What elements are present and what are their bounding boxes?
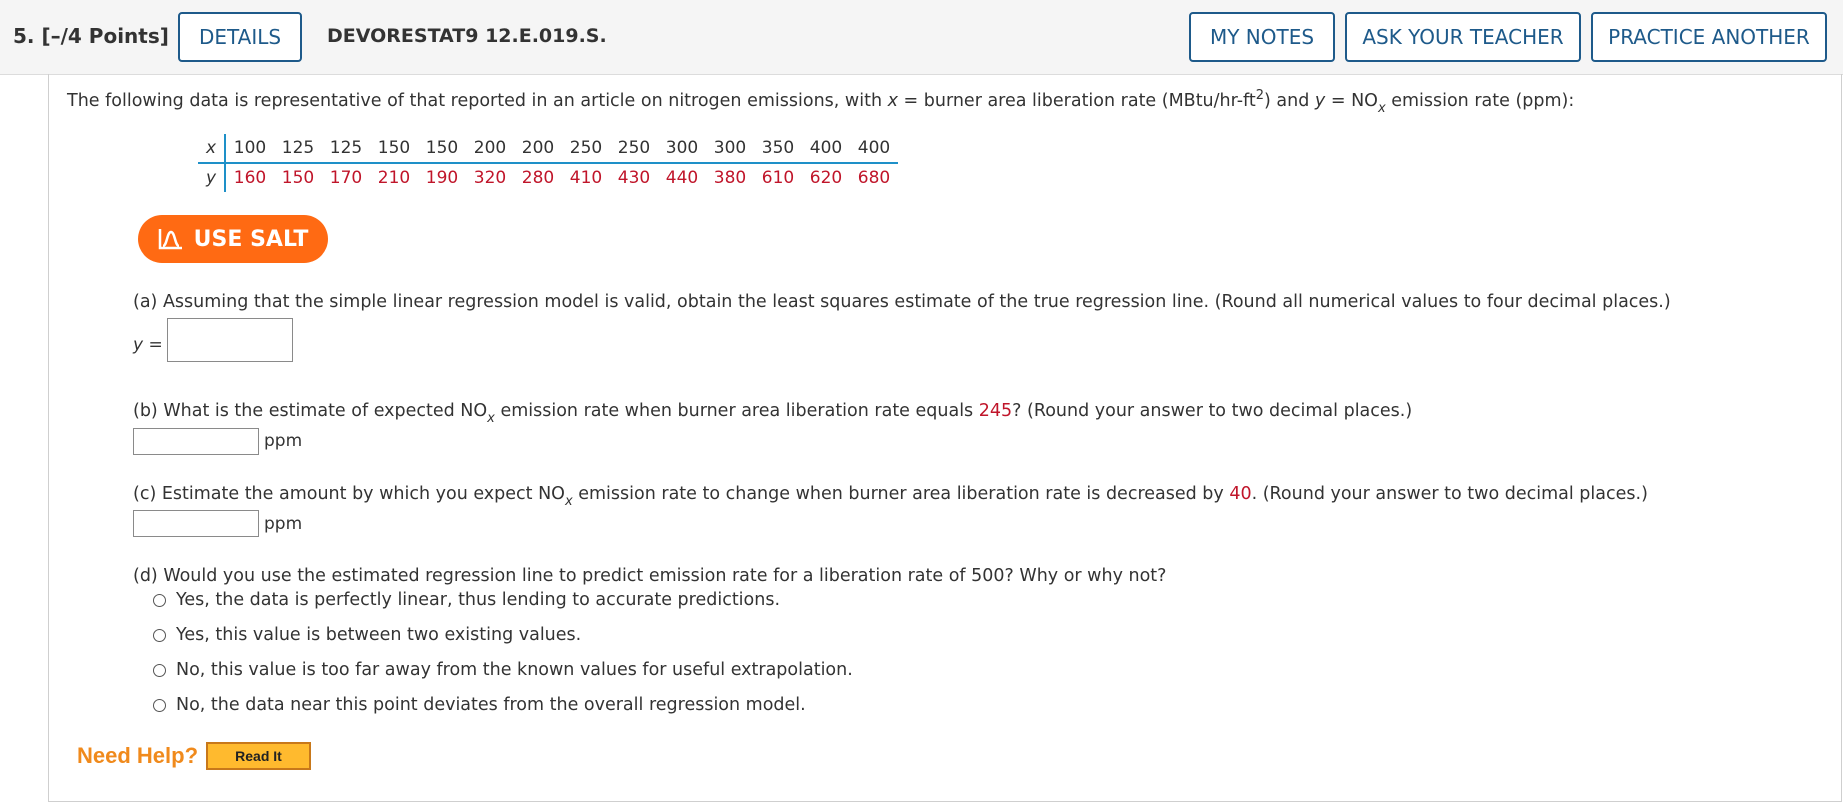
part-a-equals: =: [148, 335, 163, 355]
y-cell: 160: [233, 168, 267, 188]
y-cell: 680: [857, 168, 891, 188]
use-salt-label: USE SALT: [193, 226, 309, 252]
part-d-option[interactable]: [153, 660, 853, 680]
part-d-option-label: Yes, the data is perfectly linear, thus lending to accurate predictions.: [176, 590, 781, 610]
y-cell: 210: [377, 168, 411, 188]
part-b-value: 245: [978, 401, 1013, 421]
intro-part1: The following data is representative of that reported in an article on nitrogen emissions, with: [67, 91, 888, 111]
x-cell: 125: [322, 134, 370, 163]
intro-x-var: x: [887, 91, 898, 111]
x-cell: 350: [754, 134, 802, 163]
x-cell: 200: [466, 134, 514, 163]
read-it-button[interactable]: [206, 742, 311, 770]
y-row-label: y: [198, 163, 225, 192]
x-row: [198, 134, 898, 163]
x-cell: 125: [274, 134, 322, 163]
x-cell: 300: [706, 134, 754, 163]
part-c-answer-input[interactable]: [133, 510, 259, 537]
part-d-option[interactable]: [153, 590, 780, 610]
radio-icon[interactable]: [153, 699, 166, 712]
part-c-value: 40: [1229, 484, 1252, 504]
part-d-option-label: No, the data near this point deviates from the overall regression model.: [176, 695, 806, 715]
practice-another-button[interactable]: PRACTICE ANOTHER: [1591, 12, 1827, 62]
part-c-text3: . (Round your answer to two decimal places.): [1251, 484, 1648, 504]
intro-part2: = burner area liberation rate (MBtu/hr-ft: [897, 91, 1256, 111]
y-cell: 150: [281, 168, 315, 188]
y-cell: 430: [617, 168, 651, 188]
data-table: [198, 134, 898, 192]
my-notes-button[interactable]: MY NOTES: [1189, 12, 1335, 62]
part-d-option[interactable]: [153, 695, 806, 715]
need-help-label: Need Help?: [77, 743, 199, 768]
part-b-unit: ppm: [264, 431, 303, 451]
y-cell: 190: [425, 168, 459, 188]
x-cell: 150: [418, 134, 466, 163]
part-c-sub: x: [564, 494, 573, 509]
intro-part5: emission rate (ppm):: [1385, 91, 1575, 111]
y-cell: 610: [761, 168, 795, 188]
x-cell: 200: [514, 134, 562, 163]
question-number: 5. [–/4 Points]: [13, 24, 169, 48]
intro-sup: 2: [1255, 88, 1265, 103]
part-d-option-label: Yes, this value is between two existing values.: [176, 625, 582, 645]
x-cell: 400: [802, 134, 850, 163]
y-row: [198, 163, 898, 192]
x-cell: 150: [370, 134, 418, 163]
part-d-option[interactable]: [153, 625, 581, 645]
part-d-option-label: No, this value is too far away from the known values for useful extrapolation.: [176, 660, 853, 680]
question-header: [0, 0, 1843, 75]
intro-y-var: y: [1314, 91, 1326, 111]
part-c-unit: ppm: [264, 514, 303, 534]
intro-part4: = NO: [1325, 91, 1378, 111]
part-c-text: [133, 484, 1648, 509]
part-b-text1: (b) What is the estimate of expected NO: [133, 401, 488, 421]
y-cell: 440: [665, 168, 699, 188]
part-c-text2: emission rate to change when burner area liberation rate is decreased by: [572, 484, 1230, 504]
x-cell: 400: [850, 134, 898, 163]
part-a-answer-input[interactable]: [167, 318, 293, 362]
ask-teacher-button[interactable]: ASK YOUR TEACHER: [1345, 12, 1581, 62]
y-cell: 170: [329, 168, 363, 188]
salt-chart-icon: [158, 227, 184, 251]
question-id: DEVORESTAT9 12.E.019.S.: [327, 25, 607, 47]
y-cell: 280: [521, 168, 555, 188]
intro-text: [67, 88, 1574, 116]
details-button[interactable]: DETAILS: [178, 12, 302, 62]
x-cell: 300: [658, 134, 706, 163]
x-row-label: x: [198, 134, 225, 163]
part-c-text1: (c) Estimate the amount by which you expect NO: [133, 484, 565, 504]
y-cell: 380: [713, 168, 747, 188]
x-cell: 250: [562, 134, 610, 163]
radio-icon[interactable]: [153, 664, 166, 677]
x-cell: 250: [610, 134, 658, 163]
y-cell: 410: [569, 168, 603, 188]
intro-sub: x: [1377, 101, 1386, 116]
x-cell: 100: [225, 134, 274, 163]
part-a-text: (a) Assuming that the simple linear regression model is valid, obtain the least squares estimate of the true regression line. (Round all numerical values to four decimal places.): [133, 292, 1671, 312]
radio-icon[interactable]: [153, 594, 166, 607]
part-a-y-label: [133, 335, 163, 355]
radio-icon[interactable]: [153, 629, 166, 642]
part-d-text: (d) Would you use the estimated regression line to predict emission rate for a liberation rate of 500? Why or why not?: [133, 566, 1167, 586]
read-it-label: Read It: [235, 748, 282, 764]
use-salt-button[interactable]: [138, 215, 328, 263]
part-b-text2: emission rate when burner area liberation rate equals: [494, 401, 979, 421]
part-b-text: [133, 401, 1412, 426]
intro-part3: ) and: [1264, 91, 1315, 111]
part-a-y-var: y: [133, 335, 144, 355]
part-b-sub: x: [487, 411, 495, 426]
y-cell: 620: [809, 168, 843, 188]
y-cell: 320: [473, 168, 507, 188]
part-b-text3: ? (Round your answer to two decimal places.): [1012, 401, 1413, 421]
part-b-answer-input[interactable]: [133, 428, 259, 455]
